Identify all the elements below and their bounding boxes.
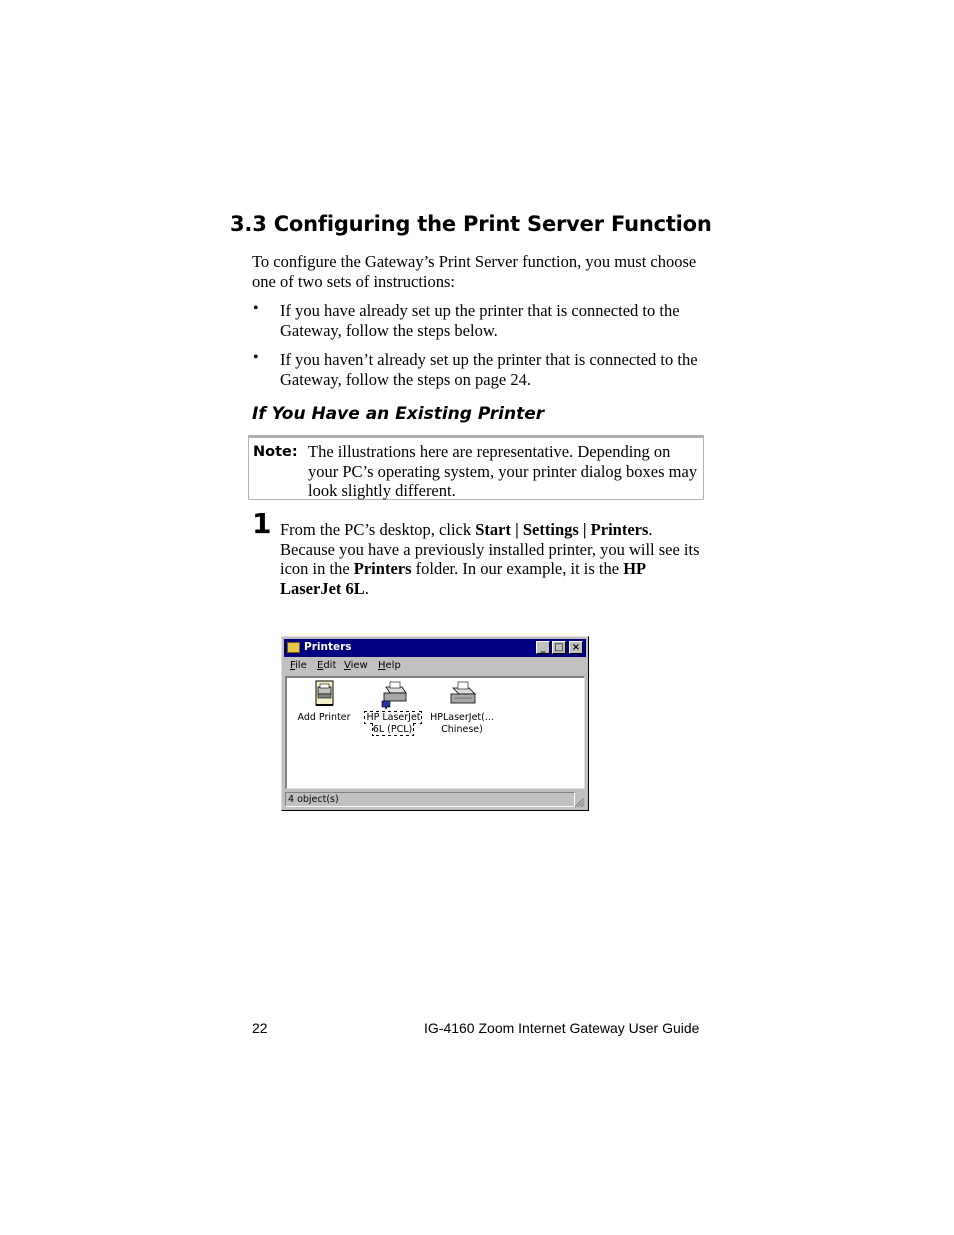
bullet-marker: •	[253, 300, 259, 317]
menu-bar	[284, 658, 586, 675]
resize-grip-icon[interactable]	[573, 796, 585, 808]
menu-view[interactable]: View	[344, 660, 368, 671]
hp-laserjet-6l-item[interactable]	[358, 679, 428, 736]
hp-laserjet-chinese-item[interactable]	[427, 679, 497, 736]
window-titlebar[interactable]	[284, 639, 586, 657]
bullet-item-new: If you haven’t already set up the printer that is connected to the Gateway, follow the steps on page 24.	[280, 350, 698, 389]
printers-window	[281, 636, 589, 811]
maximize-button[interactable]: □	[552, 641, 566, 654]
minimize-button[interactable]: _	[536, 641, 550, 654]
bullet-marker: •	[253, 349, 259, 366]
add-printer-label: Add Printer	[297, 712, 351, 723]
add-printer-item[interactable]	[289, 679, 359, 724]
folder-name: Printers	[353, 559, 412, 578]
subsection-title: If You Have an Existing Printer	[252, 404, 545, 424]
step-number: 1	[252, 507, 272, 540]
object-count: 4 object(s)	[285, 792, 575, 807]
printer-icon	[445, 679, 479, 709]
bullet-item-existing: If you have already set up the printer that is connected to the Gateway, follow the steps below.	[280, 301, 680, 340]
printer-name: HP LaserJet 6L	[280, 559, 646, 598]
menu-file[interactable]: File	[290, 660, 307, 671]
hp-laserjet-chinese-label: HPLaserJet(... Chinese)	[430, 712, 494, 735]
guide-title: IG-4160 Zoom Internet Gateway User Guide	[424, 1020, 700, 1036]
note-label: Note:	[253, 444, 298, 460]
status-bar	[285, 792, 585, 808]
intro-paragraph: To configure the Gateway’s Print Server function, you must choose one of two sets of instructions:	[252, 252, 697, 291]
window-title: Printers	[304, 641, 352, 653]
menu-path: Start | Settings | Printers	[475, 520, 649, 539]
close-button[interactable]: ×	[569, 641, 583, 654]
note-box	[248, 435, 704, 500]
printers-folder-view	[285, 676, 585, 789]
page-number: 22	[252, 1020, 268, 1036]
network-printer-icon	[376, 679, 410, 709]
add-printer-icon	[307, 679, 341, 709]
note-text: The illustrations here are representative. Depending on your PC’s operating system, your printer dialog boxes may look slightly different.	[308, 442, 698, 500]
hp-laserjet-6l-label: HP LaserJet 6L (PCL)	[366, 712, 421, 735]
step-1-text: From the PC’s desktop, click Start | Settings | Printers. Because you have a previously installed printer, you will see its icon in the Printers folder. In our example, it is the HP LaserJet 6L.	[280, 520, 700, 598]
menu-edit[interactable]: Edit	[317, 660, 337, 671]
folder-icon	[287, 642, 300, 653]
menu-help[interactable]: Help	[378, 660, 401, 671]
section-title: 3.3 Configuring the Print Server Function	[230, 212, 712, 236]
